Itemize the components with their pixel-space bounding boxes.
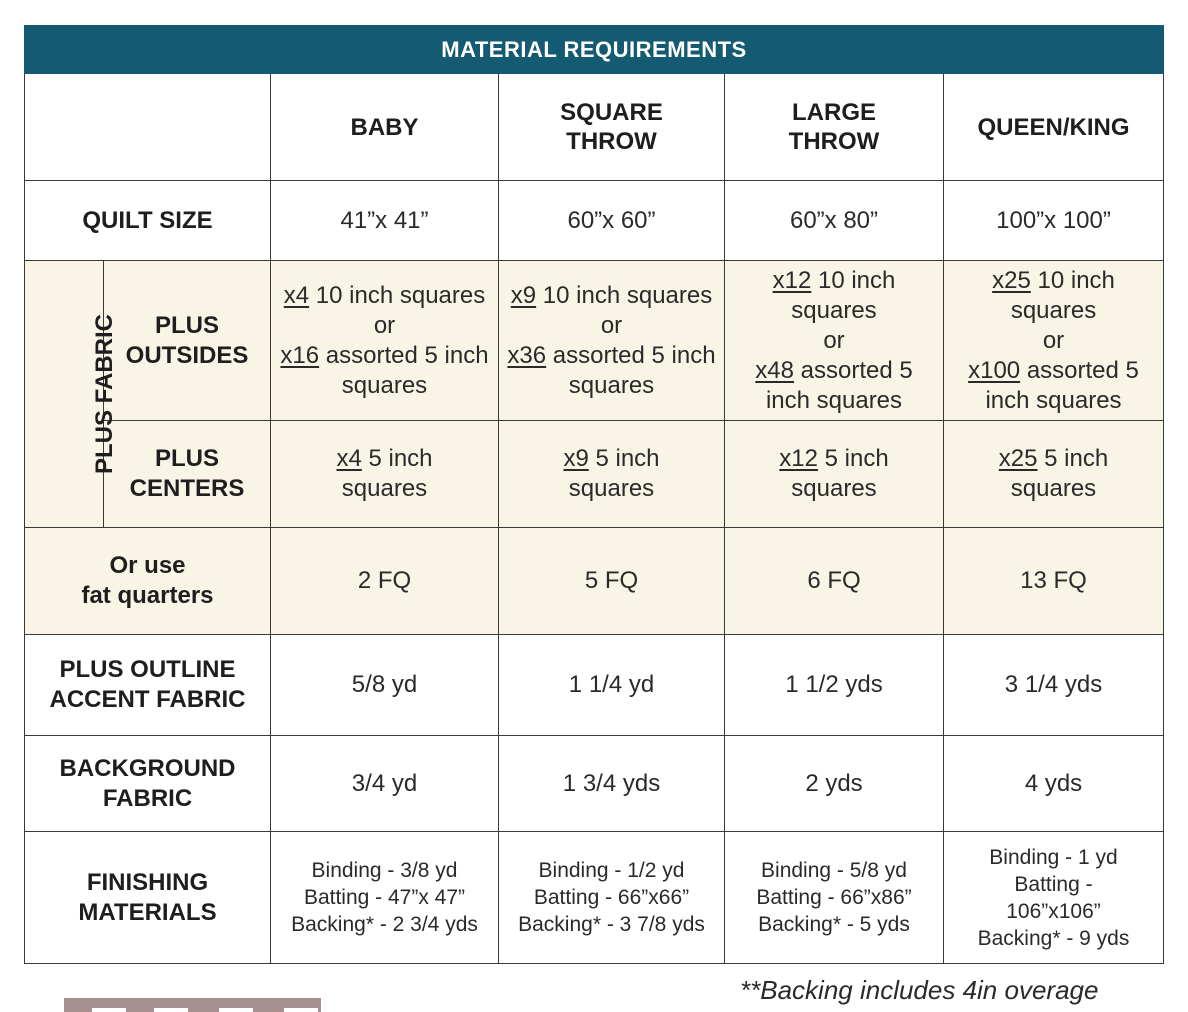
fat-quarters-large-throw: 6 FQ (725, 528, 944, 635)
title-row (25, 26, 1164, 74)
plus-outsides-square-throw (499, 261, 725, 421)
centers-qty: x9 (563, 445, 589, 472)
col-header-baby: BABY (271, 74, 499, 181)
outsides-qty-b: x48 (755, 356, 794, 384)
backing-text: Backing* - 3 7/8 yds (518, 913, 705, 936)
fat-quarters-row (25, 528, 1164, 635)
col-header-queen-king: QUEEN/KING (944, 74, 1164, 181)
outsides-text-a: 10 inch squares (309, 281, 486, 309)
quilt-size-square-throw: 60”x 60” (499, 181, 725, 261)
plus-outsides-label-text: PLUS OUTSIDES (125, 311, 249, 369)
plus-centers-label-text: PLUS CENTERS (129, 445, 245, 502)
fat-quarters-label (25, 528, 271, 635)
plus-centers-large-throw (725, 421, 944, 528)
finishing-square-throw (499, 832, 725, 964)
plus-outsides-queen-king (944, 261, 1164, 421)
outsides-text-b: assorted 5 inch squares (765, 356, 913, 414)
outline-accent-baby: 5/8 yd (271, 635, 499, 736)
background-fabric-queen-king: 4 yds (944, 736, 1164, 832)
outsides-qty-a: x9 (510, 281, 537, 309)
finishing-label-text: FINISHING MATERIALS (78, 868, 217, 926)
plus-centers-baby (271, 421, 499, 528)
fat-quarters-baby: 2 FQ (271, 528, 499, 635)
background-fabric-row (25, 736, 1164, 832)
outline-accent-label-text: PLUS OUTLINE ACCENT FABRIC (49, 656, 246, 713)
outline-accent-queen-king: 3 1/4 yds (944, 635, 1164, 736)
backing-text: Backing* - 5 yds (758, 913, 910, 936)
finishing-queen-king (944, 832, 1164, 964)
quilt-size-baby: 41”x 41” (271, 181, 499, 261)
plus-outsides-label (104, 261, 271, 421)
decorative-notch (219, 1008, 253, 1012)
quilt-size-large-throw: 60”x 80” (725, 181, 944, 261)
col-header-square-throw (499, 74, 725, 181)
binding-text: Binding - 1 yd (989, 845, 1118, 869)
plus-outsides-large-throw (725, 261, 944, 421)
fat-quarters-label-line1: Or use (109, 552, 186, 579)
outsides-or: or (600, 311, 623, 339)
outsides-text-b: assorted 5 inch squares (985, 356, 1139, 414)
centers-text: 5 inch squares (568, 445, 660, 502)
outsides-or: or (823, 326, 845, 354)
outline-accent-large-throw: 1 1/2 yds (725, 635, 944, 736)
plus-fabric-group-text: PLUS FABRIC (91, 313, 119, 475)
outsides-qty-b: x36 (507, 341, 547, 369)
backing-text: Backing* - 9 yds (977, 926, 1130, 950)
decorative-notch (284, 1008, 318, 1012)
quilt-size-queen-king: 100”x 100” (944, 181, 1164, 261)
finishing-label (25, 832, 271, 964)
table-title: MATERIAL REQUIREMENTS (25, 26, 1164, 74)
background-fabric-label (25, 736, 271, 832)
plus-outsides-row (25, 261, 1164, 421)
plus-centers-label (104, 421, 271, 528)
binding-text: Binding - 1/2 yd (538, 859, 685, 882)
outsides-or: or (1042, 326, 1065, 354)
fat-quarters-square-throw: 5 FQ (499, 528, 725, 635)
background-fabric-large-throw: 2 yds (725, 736, 944, 832)
outsides-qty-b: x16 (280, 341, 320, 369)
col-header-square-throw-text: SQUARE THROW (560, 99, 663, 155)
outline-accent-square-throw: 1 1/4 yd (499, 635, 725, 736)
centers-text: 5 inch squares (791, 445, 889, 502)
outsides-qty-a: x25 (992, 266, 1031, 294)
binding-text: Binding - 3/8 yd (311, 859, 458, 882)
outsides-qty-a: x4 (283, 281, 310, 309)
finishing-large-throw (725, 832, 944, 964)
plus-fabric-group-label (25, 261, 119, 528)
batting-text: Batting - 47”x 47” (303, 886, 466, 909)
outsides-text-a: 10 inch squares (791, 266, 896, 324)
col-header-large-throw-text: LARGE THROW (788, 99, 880, 155)
material-requirements-table (24, 25, 1164, 964)
outsides-qty-a: x12 (772, 266, 812, 294)
background-fabric-square-throw: 1 3/4 yds (499, 736, 725, 832)
background-fabric-baby: 3/4 yd (271, 736, 499, 832)
binding-text: Binding - 5/8 yd (761, 859, 907, 882)
batting-text: Batting - 66”x66” (533, 886, 690, 909)
backing-text: Backing* - 2 3/4 yds (291, 913, 478, 936)
outsides-text-a: 10 inch squares (1010, 266, 1115, 324)
plus-centers-square-throw (499, 421, 725, 528)
outsides-text-a: 10 inch squares (536, 281, 713, 309)
outsides-or: or (373, 311, 396, 339)
plus-outsides-baby (271, 261, 499, 421)
centers-text: 5 inch squares (1010, 445, 1109, 502)
background-fabric-label-text: BACKGROUND FABRIC (59, 754, 236, 812)
corner-cell (25, 74, 271, 181)
finishing-baby (271, 832, 499, 964)
col-header-large-throw (725, 74, 944, 181)
outsides-qty-b: x100 (968, 356, 1021, 384)
size-header-row (25, 74, 1164, 181)
quilt-size-label: QUILT SIZE (25, 181, 271, 261)
centers-qty: x4 (336, 445, 362, 472)
fat-quarters-label-line2: fat quarters (81, 582, 214, 609)
centers-qty: x12 (779, 445, 818, 472)
finishing-row (25, 832, 1164, 964)
batting-text: Batting - 66”x86” (756, 886, 912, 909)
backing-footnote: **Backing includes 4in overage (740, 975, 1099, 1005)
plus-centers-row (25, 421, 1164, 528)
decorative-bar (64, 998, 321, 1012)
outline-accent-label (25, 635, 271, 736)
plus-centers-queen-king (944, 421, 1164, 528)
batting-text: Batting - 106”x106” (1006, 872, 1101, 923)
decorative-notch (154, 1008, 188, 1012)
outsides-text-b: assorted 5 inch squares (546, 341, 716, 399)
centers-text: 5 inch squares (341, 445, 433, 502)
centers-qty: x25 (998, 445, 1038, 472)
decorative-notch (92, 1008, 126, 1012)
quilt-size-row (25, 181, 1164, 261)
outsides-text-b: assorted 5 inch squares (319, 341, 489, 399)
fat-quarters-queen-king: 13 FQ (944, 528, 1164, 635)
outline-accent-row (25, 635, 1164, 736)
